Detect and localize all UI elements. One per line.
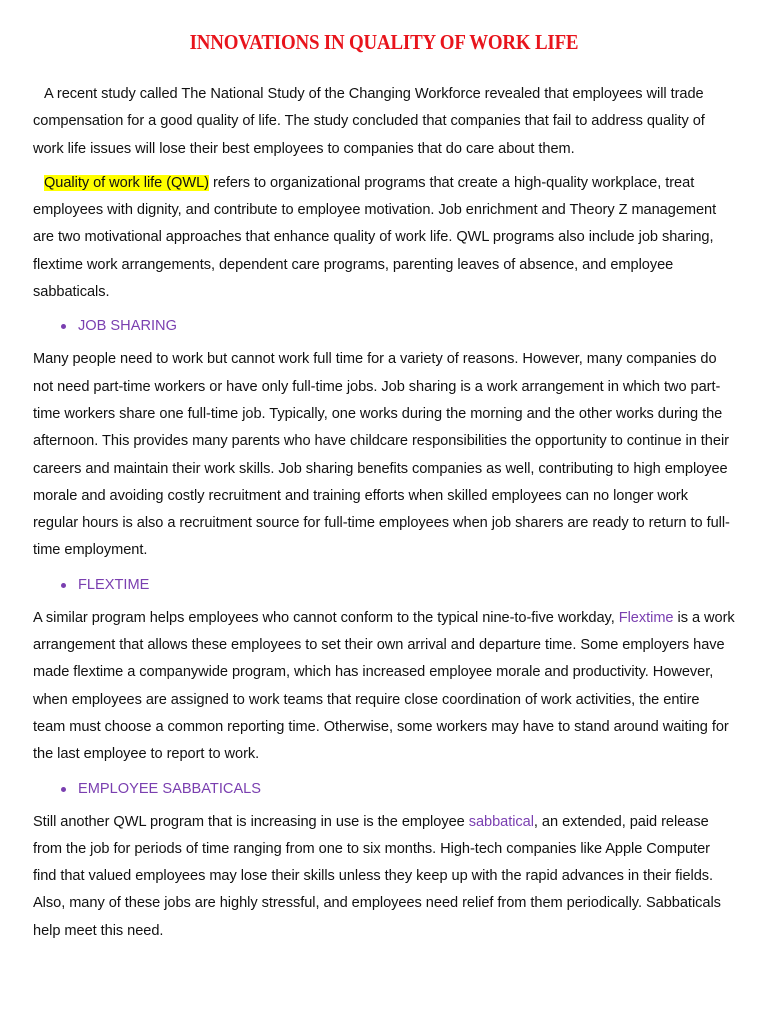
flextime-text-after: is a work arrangement that allows these employees to set their own arrival and departure time. Some employers have made flextime a companywide program, which has increased employee morale and productivity. However, when employees are assigned to work teams that require close coordination of work activities, the entire team must choose a common reporting time. Otherwise, some workers may have to stand around waiting for the last employee to report to work.: [33, 609, 735, 763]
intro-paragraph: [33, 81, 735, 163]
section-heading-flextime: [33, 572, 735, 599]
flextime-text-before: A similar program helps employees who cannot conform to the typical nine-to-five workday,: [33, 609, 619, 626]
job-sharing-paragraph: Many people need to work but cannot work full time for a variety of reasons. However, many companies do not need part-time workers or have only full-time jobs. Job sharing is a work arrangement in which two part-time workers share one full-time job. Typically, one works during the morning and the other works during the afternoon. This provides many parents who have childcare responsibilities the opportunity to continue in their careers and maintain their work skills. Job sharing benefits companies as well, contributing to high employee morale and avoiding costly recruitment and training efforts when skilled employees can no longer work regular hours is also a recruitment source for full-time employees when job sharers are ready to return to full-time employment.: [33, 351, 730, 559]
section-heading-label: JOB SHARING: [78, 318, 177, 335]
section-heading-label: EMPLOYEE SABBATICALS: [78, 780, 262, 797]
bullet-icon: [61, 583, 66, 588]
sabbaticals-text-before: Still another QWL program that is increasing in use is the employee: [33, 813, 469, 830]
qwl-paragraph: [33, 170, 735, 306]
section-heading-label: FLEXTIME: [78, 576, 150, 593]
section-heading-sabbaticals: [33, 776, 735, 803]
sabbaticals-paragraph: [33, 809, 735, 945]
qwl-highlight-term: Quality of work life (QWL): [44, 174, 209, 191]
bullet-icon: [61, 787, 66, 792]
bullet-icon: [61, 324, 66, 329]
document-title: INNOVATIONS IN QUALITY OF WORK LIFE: [189, 30, 579, 54]
qwl-text: refers to organizational programs that create a high-quality workplace, treat employees with dignity, and contribute to employee motivation. Job enrichment and Theory Z management are two motivational approaches that enhance quality of work life. QWL programs also include job sharing, flextime work arrangements, dependent care programs, parenting leaves of absence, and employee sabbaticals.: [33, 174, 717, 301]
section-heading-job-sharing: [33, 313, 735, 340]
flextime-paragraph: [33, 605, 735, 769]
flextime-term: Flextime: [618, 609, 674, 626]
sabbatical-term: sabbatical: [468, 813, 534, 830]
sabbaticals-text-after: , an extended, paid release from the job for periods of time ranging from one to six months. High-tech companies like Apple Computer find that valued employees may lose their skills unless they keep up with the rapid advances in their fields. Also, many of these jobs are highly stressful, and employees need relief from them periodically. Sabbaticals help meet this need.: [33, 813, 721, 939]
intro-text: A recent study called The National Study of the Changing Workforce revealed that employees will trade compensation for a good quality of life. The study concluded that companies that fail to address quality of work life issues will lose their best employees to companies that do care about them.: [33, 86, 705, 157]
